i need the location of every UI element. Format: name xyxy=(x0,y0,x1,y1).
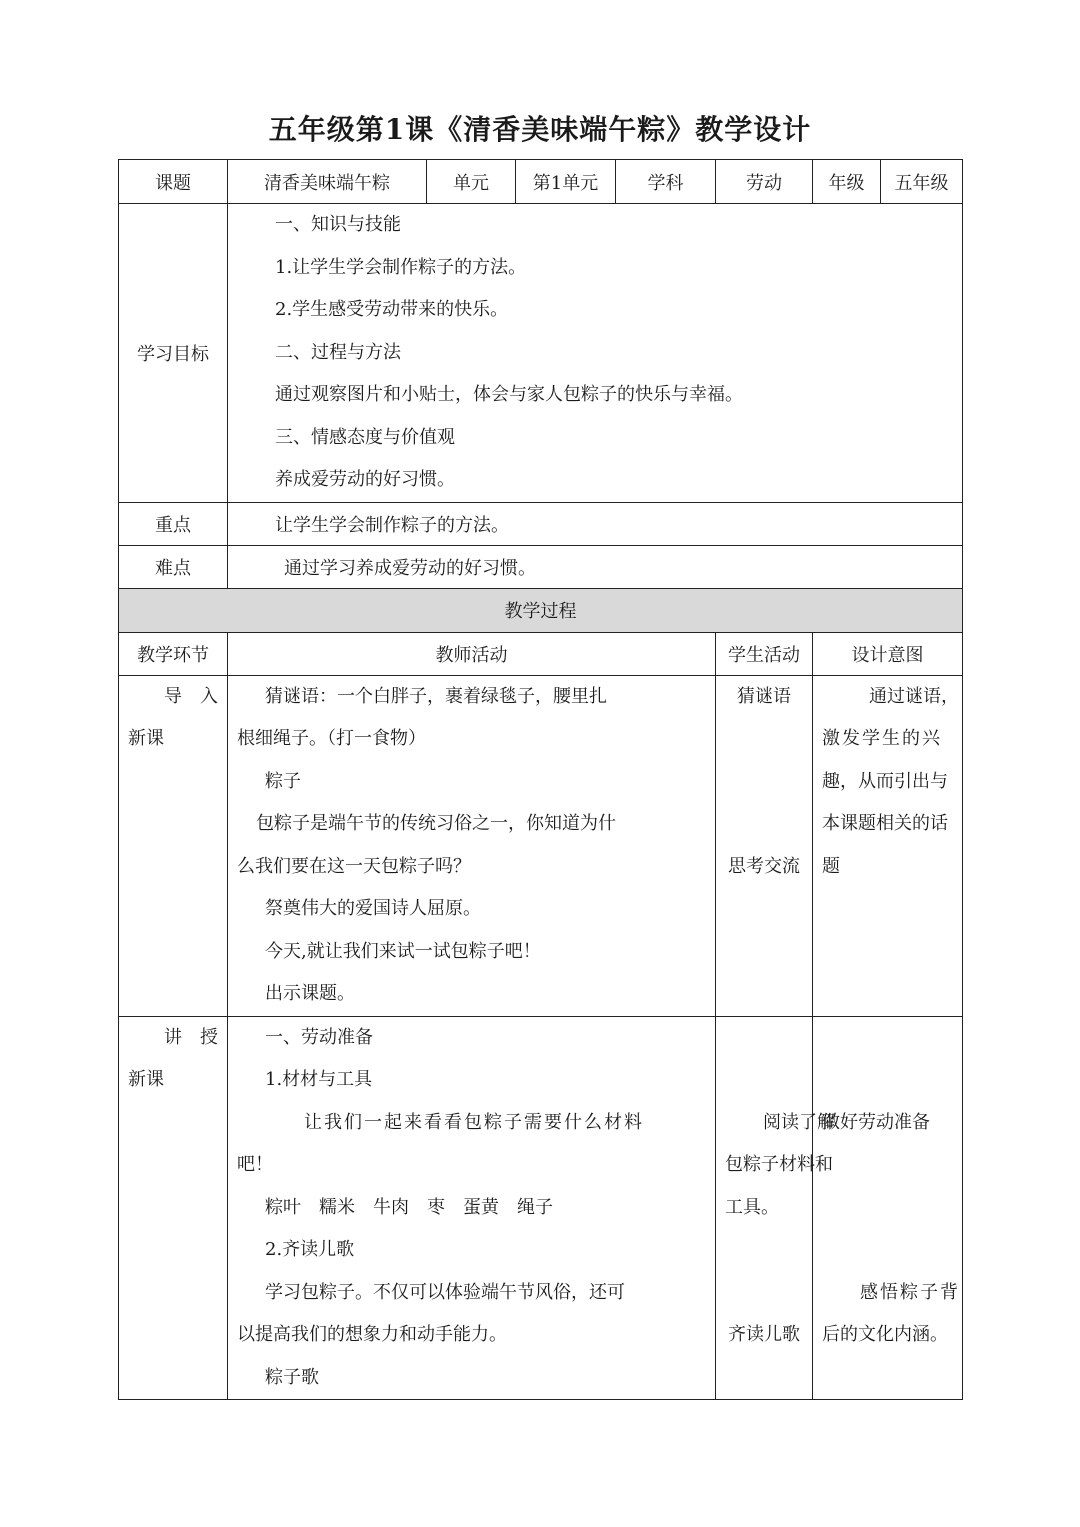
teacher-line: 1.材材与工具 xyxy=(265,1069,373,1090)
goals-line: 通过观察图片和小贴士，体会与家人包粽子的快乐与幸福。 xyxy=(275,384,743,405)
student-line: 工具。 xyxy=(725,1196,779,1218)
teach-intent xyxy=(813,1016,963,1400)
key-point-label: 重点 xyxy=(119,502,228,545)
stage-line: 讲 授 xyxy=(164,1026,218,1048)
teach-row xyxy=(119,1016,963,1400)
teacher-line: 祭奠伟大的爱国诗人屈原。 xyxy=(265,898,481,919)
grade-label: 年级 xyxy=(813,160,881,204)
key-point-row xyxy=(119,502,963,545)
process-header: 教学过程 xyxy=(119,588,963,632)
difficulty-row xyxy=(119,545,963,588)
page-title: 五年级第1课《清香美味端午粽》教学设计 xyxy=(268,113,812,146)
teacher-line: 吧！ xyxy=(237,1154,273,1175)
goals-row xyxy=(119,204,963,503)
column-teacher: 教师活动 xyxy=(228,632,716,675)
subject-value: 劳动 xyxy=(716,160,813,204)
intro-student xyxy=(716,675,813,1016)
intent-line: 后的文化内涵。 xyxy=(822,1324,948,1345)
goals-content xyxy=(228,204,963,503)
teacher-line: 粽子 xyxy=(265,770,301,792)
goals-line: 二、过程与方法 xyxy=(275,341,401,363)
topic-value: 清香美味端午粽 xyxy=(228,160,427,204)
column-intent: 设计意图 xyxy=(813,632,963,675)
stage-line: 新课 xyxy=(128,1069,164,1090)
teacher-line: 今天,就让我们来试一试包粽子吧！ xyxy=(265,940,541,962)
process-column-row xyxy=(119,632,963,675)
intro-stage xyxy=(119,675,228,1016)
subject-label: 学科 xyxy=(616,160,716,204)
topic-label: 课题 xyxy=(119,160,228,204)
teacher-line: 粽子歌 xyxy=(265,1366,319,1388)
stage-line: 导 入 xyxy=(164,685,218,707)
teacher-line: 猜谜语：一个白胖子，裹着绿毯子，腰里扎 xyxy=(265,685,607,707)
goals-line: 一、知识与技能 xyxy=(275,214,401,235)
teacher-line: 出示课题。 xyxy=(265,983,355,1004)
intro-teacher xyxy=(228,675,716,1016)
goals-line: 2.学生感受劳动带来的快乐。 xyxy=(275,299,509,320)
goals-label: 学习目标 xyxy=(119,204,228,503)
intro-intent xyxy=(813,675,963,1016)
teacher-line: 包粽子是端午节的传统习俗之一，你知道为什 xyxy=(256,813,616,834)
intent-line: 题 xyxy=(822,855,840,877)
teach-teacher xyxy=(228,1016,716,1400)
column-student: 学生活动 xyxy=(716,632,813,675)
goals-line: 三、情感态度与价值观 xyxy=(275,426,455,448)
intent-line: 本课题相关的话 xyxy=(822,813,948,834)
teach-stage xyxy=(119,1016,228,1400)
column-stage: 教学环节 xyxy=(119,632,228,675)
intent-line: 感悟粽子背 xyxy=(860,1281,960,1303)
key-point-text: 让学生学会制作粽子的方法。 xyxy=(228,502,963,545)
intent-line: 做好劳动准备 xyxy=(822,1111,930,1133)
teacher-line: 学习包粽子。不仅可以体验端午节风俗，还可 xyxy=(265,1281,625,1303)
goals-line: 1.让学生学会制作粽子的方法。 xyxy=(275,256,527,278)
teacher-line: 粽叶 糯米 牛肉 枣 蛋黄 绳子 xyxy=(265,1196,553,1218)
student-line: 思考交流 xyxy=(728,855,800,877)
teacher-line: 一、劳动准备 xyxy=(265,1026,373,1048)
teacher-line: 么我们要在这一天包粽子吗？ xyxy=(237,855,471,877)
info-row xyxy=(119,160,963,204)
student-line: 齐读儿歌 xyxy=(728,1324,800,1345)
student-line: 阅读了解 xyxy=(763,1111,835,1133)
intent-line: 激发学生的兴 xyxy=(822,728,942,749)
student-line: 包粽子材料和 xyxy=(725,1154,833,1175)
teach-student xyxy=(716,1016,835,1400)
intro-row xyxy=(119,675,963,1016)
grade-value: 五年级 xyxy=(881,160,963,204)
teacher-line: 让我们一起来看看包粽子需要什么材料 xyxy=(304,1111,644,1133)
teacher-line: 根细绳子。（打一食物） xyxy=(237,728,426,749)
goals-line: 养成爱劳动的好习惯。 xyxy=(275,469,455,490)
intent-line: 趣，从而引出与 xyxy=(822,770,948,792)
unit-label: 单元 xyxy=(427,160,516,204)
unit-value: 第1单元 xyxy=(516,160,616,204)
teacher-line: 2.齐读儿歌 xyxy=(265,1239,355,1260)
difficulty-label: 难点 xyxy=(119,545,228,588)
student-line: 猜谜语 xyxy=(737,685,791,707)
lesson-plan-table xyxy=(118,159,963,1400)
stage-line: 新课 xyxy=(128,728,164,749)
intent-line: 通过谜语， xyxy=(869,685,959,707)
difficulty-text: 通过学习养成爱劳动的好习惯。 xyxy=(228,545,963,588)
process-header-row xyxy=(119,588,963,632)
teacher-line: 以提高我们的想象力和动手能力。 xyxy=(237,1324,507,1345)
